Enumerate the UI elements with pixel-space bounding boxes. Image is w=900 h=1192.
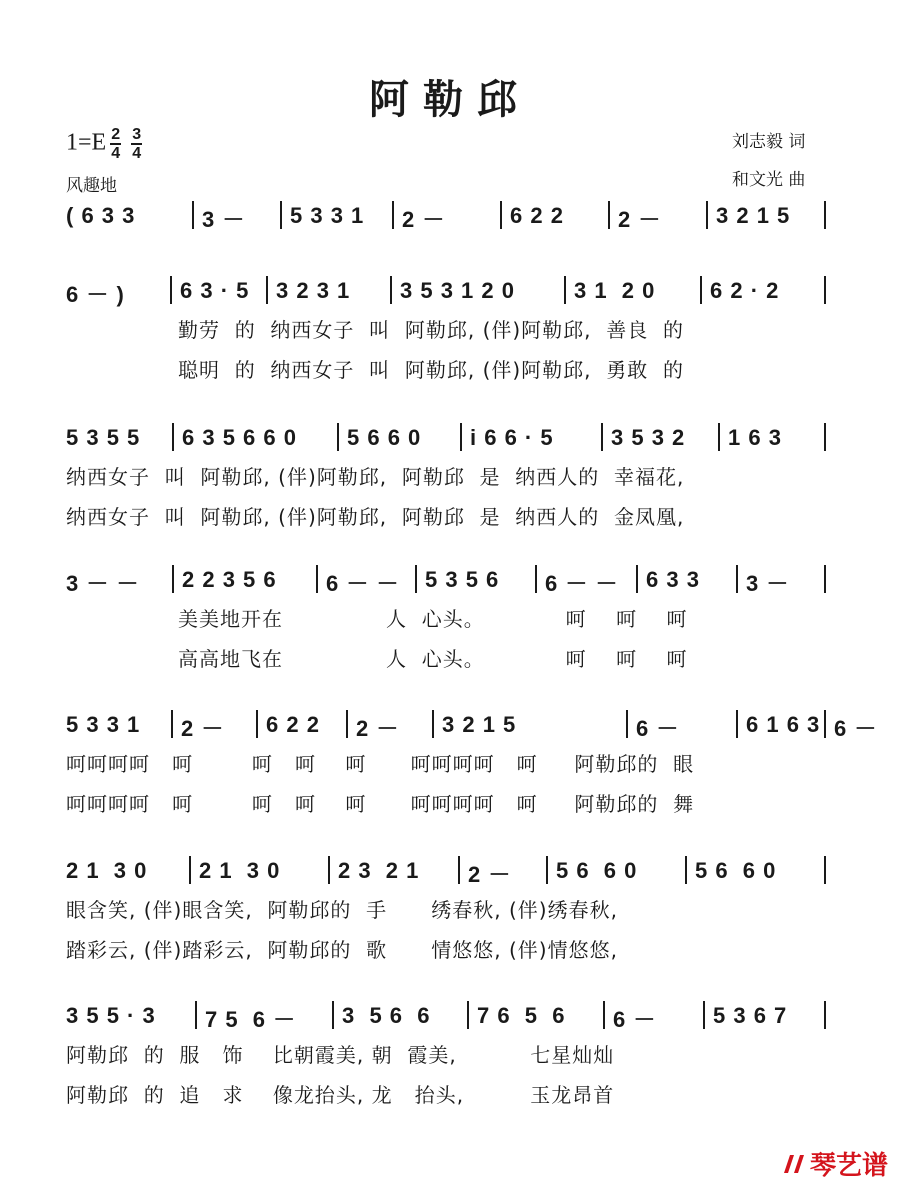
music-note-icon [780,1151,806,1177]
measure: 6 － [636,716,680,741]
barline [824,276,826,304]
barline [192,201,194,229]
time-signature-1: $\frac{2}{4}$ [111,126,121,162]
measure: 5 3 3 1 [66,712,141,737]
barline [332,1001,334,1029]
measure: 6 － [613,1007,657,1032]
barline [626,710,628,738]
measure: 6 3 3 [646,567,700,592]
measure: 7 6 5 6 [477,1003,566,1028]
key-prefix: 1=E [66,129,107,156]
measure: 6 2 2 [510,203,564,228]
barline [824,1001,826,1029]
measure: i 6 6 · 5 [470,425,554,450]
measure: 3 5 6 6 [342,1003,431,1028]
barline [736,565,738,593]
measure: 3 2 3 1 [276,278,351,303]
barline [415,565,417,593]
barline [170,276,172,304]
barline [601,423,603,451]
measure: 5 6 6 0 [347,425,422,450]
measure: 5 3 5 5 [66,425,141,450]
measure: 3 5 3 2 [611,425,686,450]
measure: 6 3 · 5 [180,278,250,303]
barline [432,710,434,738]
barline [636,565,638,593]
barline [703,1001,705,1029]
key-signature [66,127,142,161]
measure: 1 6 3 [728,425,782,450]
barline [256,710,258,738]
measure: 6 － － [326,571,400,596]
measure: 5 6 6 0 [556,858,638,883]
barline [280,201,282,229]
watermark-text: 琴艺谱 [809,1151,888,1181]
barline [316,565,318,593]
lyric-line: 阿勒邱 的 服 饰 比朝霞美, 朝 霞美, 七星灿灿 [66,1043,615,1067]
measure: ( 6 3 3 [66,203,136,228]
measure: 3 － － [66,571,140,596]
barline [824,710,826,738]
measure: 2 － [618,207,662,232]
measure: 3 5 3 1 2 0 [400,278,515,303]
lyricist-credit: 刘志毅 词 [732,132,806,152]
barline [718,423,720,451]
barline [546,856,548,884]
measure: 2 － [356,716,400,741]
barline [564,276,566,304]
lyric-line: 呵呵呵呵 呵 呵 呵 呵 呵呵呵呵 呵 阿勒邱的 眼 [66,752,695,776]
barline [824,423,826,451]
barline [458,856,460,884]
lyric-line: 勤劳 的 纳西女子 叫 阿勒邱, (伴)阿勒邱, 善良 的 [178,318,684,342]
measure: 6 － － [545,571,619,596]
lyric-line: 美美地开在 人 心头。 呵 呵 呵 [178,607,688,631]
barline [195,1001,197,1029]
barline [608,201,610,229]
measure: 3 － [202,207,246,232]
barline [824,565,826,593]
barline [467,1001,469,1029]
barline [700,276,702,304]
lyric-line: 纳西女子 叫 阿勒邱, (伴)阿勒邱, 阿勒邱 是 纳西人的 幸福花, [66,465,685,489]
measure: 6 1 6 3 [746,712,821,737]
measure: 5 3 5 6 [425,567,500,592]
barline [266,276,268,304]
barline [189,856,191,884]
measure: 5 3 3 1 [290,203,365,228]
measure: 7 5 6 － [205,1007,297,1032]
barline [172,423,174,451]
barline [500,201,502,229]
barline [337,423,339,451]
measure: 2 － [181,716,225,741]
lyric-line: 聪明 的 纳西女子 叫 阿勒邱, (伴)阿勒邱, 勇敢 的 [178,358,684,382]
measure: 3 － [746,571,790,596]
measure: 2 1 3 0 [66,858,148,883]
tempo-marking: 风趣地 [66,176,117,196]
page-title: 阿勒邱 [369,77,531,123]
time-signature-2: $\frac{3}{4}$ [132,126,142,162]
lyric-line: 阿勒邱 的 追 求 像龙抬头, 龙 抬头, 玉龙昂首 [66,1083,615,1107]
measure: 2 2 3 5 6 [182,567,277,592]
lyric-line: 眼含笑, (伴)眼含笑, 阿勒邱的 手 绣春秋, (伴)绣春秋, [66,898,618,922]
barline [685,856,687,884]
measure: 2 － [402,207,446,232]
lyric-line: 高高地飞在 人 心头。 呵 呵 呵 [178,647,688,671]
measure: 3 2 1 5 [442,712,517,737]
measure: 3 1 2 0 [574,278,656,303]
measure: 6 2 · 2 [710,278,780,303]
barline [171,710,173,738]
barline [390,276,392,304]
barline [824,856,826,884]
measure: 3 5 5 · 3 [66,1003,156,1028]
measure: 2 － [468,862,512,887]
measure: 6 － ) [66,282,125,307]
barline [346,710,348,738]
lyric-line: 纳西女子 叫 阿勒邱, (伴)阿勒邱, 阿勒邱 是 纳西人的 金凤凰, [66,505,685,529]
barline [824,201,826,229]
watermark-logo [780,1145,888,1182]
barline [392,201,394,229]
measure: 6 2 2 [266,712,320,737]
measure: 3 2 1 5 [716,203,791,228]
measure: 5 3 6 7 [713,1003,788,1028]
barline [535,565,537,593]
barline [172,565,174,593]
measure: 6 3 5 6 6 0 [182,425,297,450]
barline [706,201,708,229]
lyric-line: 踏彩云, (伴)踏彩云, 阿勒邱的 歌 情悠悠, (伴)情悠悠, [66,938,618,962]
measure: 2 3 2 1 [338,858,420,883]
measure: 2 1 3 0 [199,858,281,883]
barline [460,423,462,451]
barline [603,1001,605,1029]
lyric-line: 呵呵呵呵 呵 呵 呵 呵 呵呵呵呵 呵 阿勒邱的 舞 [66,792,695,816]
barline [328,856,330,884]
measure: 5 6 6 0 [695,858,777,883]
composer-credit: 和文光 曲 [732,170,806,190]
measure: 6 － [834,716,878,741]
barline [736,710,738,738]
